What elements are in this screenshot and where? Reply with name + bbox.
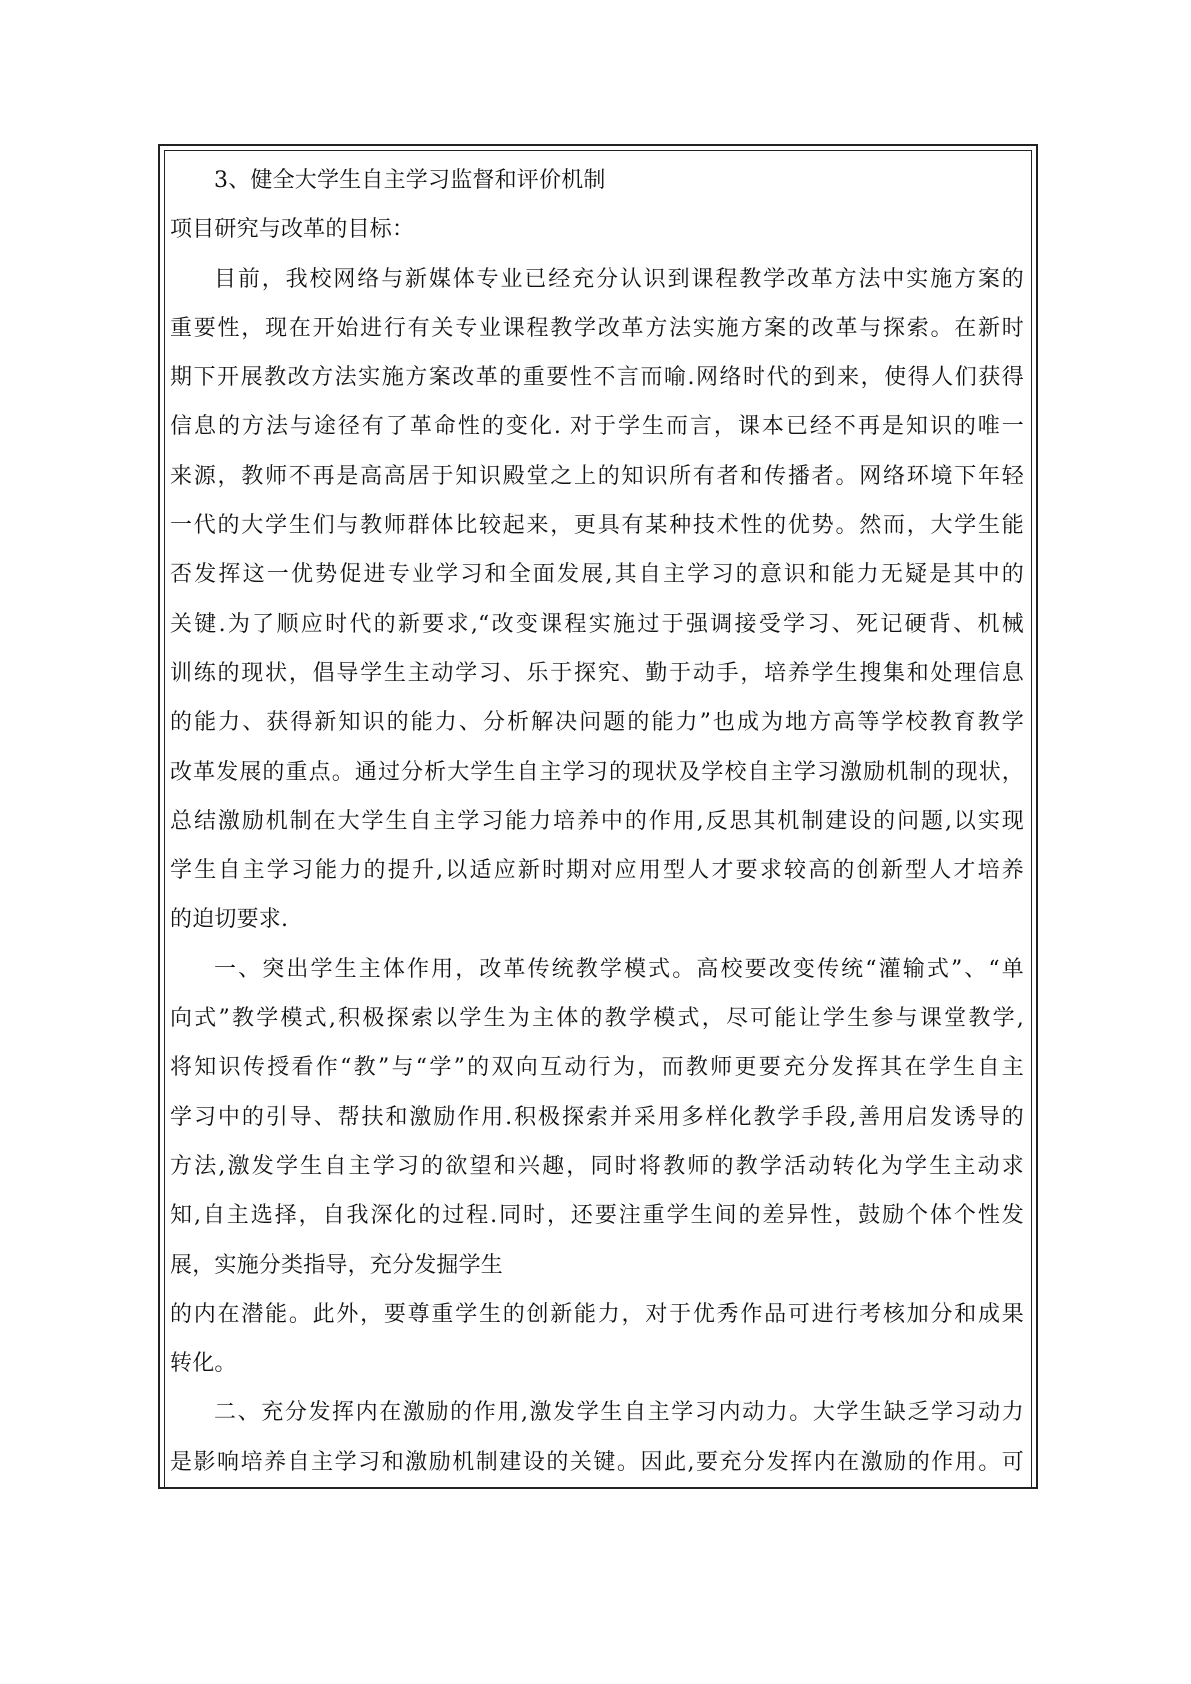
paragraph-line: 总结激励机制在大学生自主学习能力培养中的作用,反思其机制建设的问题,以实现 xyxy=(170,808,1024,834)
paragraph-line: 来源，教师不再是高高居于知识殿堂之上的知识所有者和传播者。网络环境下年轻 xyxy=(170,463,1024,489)
paragraph-line: 信息的方法与途径有了革命性的变化. 对于学生而言，课本已经不再是知识的唯一 xyxy=(170,414,1024,440)
paragraph-line: 否发挥这一优势促进专业学习和全面发展,其自主学习的意识和能力无疑是其中的 xyxy=(170,562,1024,588)
table-frame xyxy=(158,144,1038,1489)
paragraph-line: 关键.为了顺应时代的新要求,“改变课程实施过于强调接受学习、死记硬背、机械 xyxy=(170,611,1024,637)
paragraph-line: 方法,激发学生自主学习的欲望和兴趣，同时将教师的教学活动转化为学生主动求 xyxy=(170,1153,1024,1179)
paragraph-line: 改革发展的重点。通过分析大学生自主学习的现状及学校自主学习激励机制的现状， xyxy=(170,759,1024,785)
paragraph-line: 重要性，现在开始进行有关专业课程教学改革方法实施方案的改革与探索。在新时 xyxy=(170,315,1024,341)
paragraph-line: 转化。 xyxy=(170,1351,237,1377)
paragraph-line: 一、突出学生主体作用，改革传统教学模式。高校要改变传统“灌输式”、“单 xyxy=(214,956,1024,982)
paragraph-line: 的能力、获得新知识的能力、分析解决问题的能力”也成为地方高等学校教育教学 xyxy=(170,710,1024,736)
paragraph-line: 目前，我校网络与新媒体专业已经充分认识到课程教学改革方法中实施方案的 xyxy=(214,266,1024,292)
paragraph-line: 训练的现状，倡导学生主动学习、乐于探究、勤于动手，培养学生搜集和处理信息 xyxy=(170,660,1024,686)
paragraph-line: 的迫切要求. xyxy=(170,907,289,933)
paragraph-3 xyxy=(170,1388,1024,1487)
paragraph-line: 期下开展教改方法实施方案改革的重要性不言而喻.网络时代的到来，使得人们获得 xyxy=(170,365,1024,391)
paragraph-line: 是影响培养自主学习和激励机制建设的关键。因此,要充分发挥内在激励的作用。可 xyxy=(170,1449,1024,1475)
paragraph-line: 向式”教学模式,积极探索以学生为主体的教学模式，尽可能让学生参与课堂教学, xyxy=(170,1006,1024,1032)
paragraph-line: 知,自主选择，自我深化的过程.同时，还要注重学生间的差异性，鼓励个体个性发 xyxy=(170,1203,1024,1229)
goals-label: 项目研究与改革的目标： xyxy=(170,217,415,243)
paragraph-line: 二、充分发挥内在激励的作用,激发学生自主学习内动力。大学生缺乏学习动力 xyxy=(214,1400,1024,1426)
heading-item: 3、健全大学生自主学习监督和评价机制 xyxy=(214,168,606,193)
paragraph-line: 的内在潜能。此外，要尊重学生的创新能力，对于优秀作品可进行考核加分和成果 xyxy=(170,1301,1024,1327)
paragraph-2 xyxy=(170,945,1024,1389)
paragraph-line: 学生自主学习能力的提升,以适应新时期对应用型人才要求较高的创新型人才培养 xyxy=(170,858,1024,884)
paragraph-line: 展，实施分类指导，充分发掘学生 xyxy=(170,1252,504,1278)
paragraph-line: 学习中的引导、帮扶和激励作用.积极探索并采用多样化教学手段,善用启发诱导的 xyxy=(170,1104,1024,1130)
paragraph-line: 一代的大学生们与教师群体比较起来，更具有某种技术性的优势。然而，大学生能 xyxy=(170,513,1024,539)
paragraph-1 xyxy=(170,255,1024,945)
paragraph-line: 将知识传授看作“教”与“学”的双向互动行为，而教师更要充分发挥其在学生自主 xyxy=(170,1055,1024,1081)
table-cell xyxy=(170,156,1024,1487)
